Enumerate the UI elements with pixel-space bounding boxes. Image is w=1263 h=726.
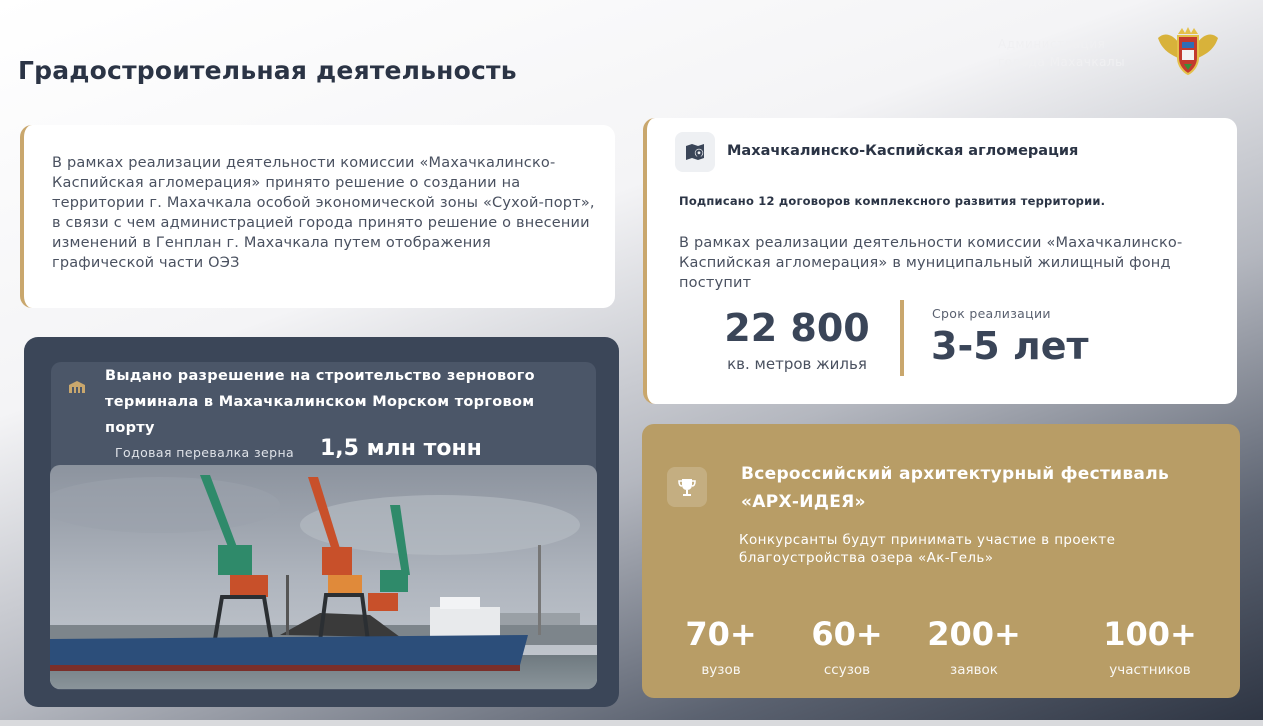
festival-title: Всероссийский архитектурный фестиваль «АРХ-ИДЕЯ» xyxy=(741,464,1170,512)
agglomeration-title: Махачкалинско-Каспийская агломерация xyxy=(727,143,1079,159)
stat-applications xyxy=(923,612,1025,678)
stat-label: заявок xyxy=(950,662,998,678)
trophy-icon xyxy=(667,467,707,507)
housing-area-unit: кв. метров жилья xyxy=(727,355,867,373)
grain-terminal-title: Выдано разрешение на строительство зернового терминала в Махачкалинском Морском торговом порту xyxy=(105,368,535,436)
agglomeration-description: В рамках реализации деятельности комиссии «Махачкалинско-Каспийская агломерация» в муниципальный жилищный фонд поступит xyxy=(679,235,1183,291)
sez-description: В рамках реализации деятельности комиссии «Махачкалинско-Каспийская агломерация» принято решение о создании на территории г. Махачкала особой экономической зоны «Сухой-порт», в связи с чем администрацией города принято решение о внесении изменений в Генплан г. Махачкала путем отображения графической части ОЭЗ xyxy=(52,155,595,271)
city-crest-icon xyxy=(1154,24,1222,78)
stat-value: 70+ xyxy=(685,615,757,653)
housing-area-value: 22 800 xyxy=(724,306,870,350)
stat-value: 100+ xyxy=(1103,615,1197,653)
sez-info-card xyxy=(20,125,615,308)
admin-line-2: города Махачкалы xyxy=(998,55,1126,69)
stat-universities xyxy=(676,612,766,678)
term-value: 3-5 лет xyxy=(931,324,1089,368)
bottom-strip xyxy=(0,720,1263,726)
admin-line-1: Администрация xyxy=(998,37,1106,51)
stat-label: участников xyxy=(1109,662,1191,678)
page-title: Градостроительная деятельность xyxy=(18,56,517,85)
stat-value: 60+ xyxy=(811,615,883,653)
stat-value: 200+ xyxy=(927,615,1021,653)
grain-volume-value: 1,5 млн тонн xyxy=(320,436,482,461)
festival-card xyxy=(642,424,1240,698)
term-label: Срок реализации xyxy=(932,306,1051,321)
port-photo xyxy=(50,465,597,689)
grain-terminal-card xyxy=(24,337,619,707)
warehouse-icon xyxy=(68,379,86,393)
stat-participants xyxy=(1090,612,1210,678)
stat-label: вузов xyxy=(701,662,741,678)
administration-label xyxy=(998,35,1148,71)
map-pin-icon xyxy=(675,132,715,172)
agglomeration-card xyxy=(643,118,1237,404)
festival-description: Конкурсанты будут принимать участие в проекте благоустройства озера «Ак-Гель» xyxy=(739,532,1116,566)
contracts-signed: Подписано 12 договоров комплексного развития территории. xyxy=(679,194,1106,208)
divider xyxy=(900,300,904,376)
stat-label: ссузов xyxy=(823,662,871,678)
stat-colleges xyxy=(797,612,897,678)
grain-volume-label: Годовая перевалка зерна xyxy=(115,445,295,460)
